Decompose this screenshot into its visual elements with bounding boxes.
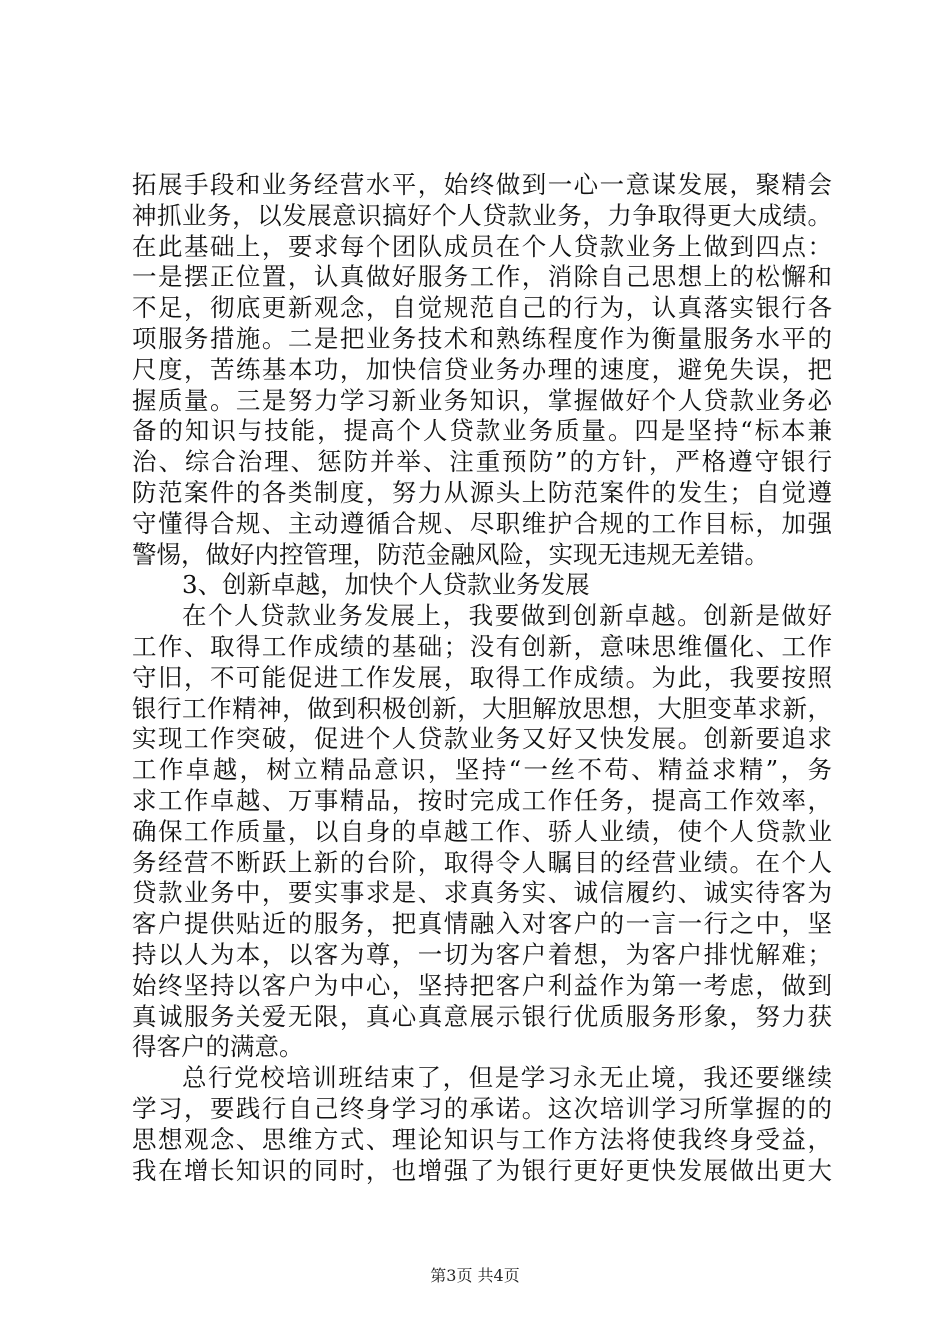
- text-line: 拓展手段和业务经营水平，始终做到一心一意谋发展，聚精会: [132, 170, 832, 199]
- text-line: 真诚服务关爱无限，真心真意展示银行优质服务形象，努力获: [132, 1001, 832, 1031]
- text-line: 在个人贷款业务发展上，我要做到创新卓越。创新是做好: [182, 601, 832, 631]
- text-line: 神抓业务，以发展意识搞好个人贷款业务，力争取得更大成绩。: [132, 200, 832, 230]
- text-line: 学习，要践行自己终身学习的承诺。这次培训学习所掌握的的: [132, 1093, 832, 1123]
- text-line: 我在增长知识的同时，也增强了为银行更好更快发展做出更大: [132, 1155, 832, 1185]
- text-line: 守旧，不可能促进工作发展，取得工作成绩。为此，我要按照: [132, 662, 832, 692]
- text-line: 在此基础上，要求每个团队成员在个人贷款业务上做到四点：: [132, 231, 832, 261]
- text-line: 得客户的满意。: [132, 1032, 304, 1062]
- page-number-label: 第3页 共4页: [430, 1266, 520, 1285]
- text-line: 总行党校培训班结束了，但是学习永无止境，我还要继续: [182, 1063, 832, 1093]
- text-line: 银行工作精神，做到积极创新，大胆解放思想，大胆变革求新，: [132, 693, 832, 723]
- text-line: 工作卓越，树立精品意识，坚持“一丝不苟、精益求精”，务: [132, 755, 832, 785]
- text-line: 尺度，苦练基本功，加快信贷业务办理的速度，避免失误，把: [132, 354, 832, 384]
- text-line: 防范案件的各类制度，努力从源头上防范案件的发生；自觉遵: [132, 477, 832, 507]
- document-body: [132, 170, 832, 1186]
- text-line: 项服务措施。二是把业务技术和熟练程度作为衡量服务水平的: [132, 323, 832, 353]
- text-line: 一是摆正位置，认真做好服务工作，消除自己思想上的松懈和: [132, 262, 832, 292]
- text-line: 备的知识与技能，提高个人贷款业务质量。四是坚持“标本兼: [132, 416, 832, 446]
- text-line: 客户提供贴近的服务，把真情融入对客户的一言一行之中，坚: [132, 909, 832, 939]
- text-line: 治、综合治理、惩防并举、注重预防”的方针，严格遵守银行: [132, 447, 832, 477]
- text-line: 持以人为本，以客为尊，一切为客户着想，为客户排忧解难；: [132, 939, 832, 969]
- text-line: 不足，彻底更新观念，自觉规范自己的行为，认真落实银行各: [132, 293, 832, 323]
- text-line: 始终坚持以客户为中心，坚持把客户利益作为第一考虑，做到: [132, 970, 832, 1000]
- text-line: 工作、取得工作成绩的基础；没有创新，意味思维僵化、工作: [132, 631, 832, 661]
- text-line: 确保工作质量，以自身的卓越工作、骄人业绩，使个人贷款业: [132, 816, 832, 846]
- text-line: 警惕，做好内控管理，防范金融风险，实现无违规无差错。: [132, 539, 769, 569]
- text-line: 握质量。三是努力学习新业务知识，掌握做好个人贷款业务必: [132, 385, 832, 415]
- page-footer: [0, 1266, 950, 1286]
- text-line: 守懂得合规、主动遵循合规、尽职维护合规的工作目标，加强: [132, 508, 832, 538]
- text-line: 贷款业务中，要实事求是、求真务实、诚信履约、诚实待客为: [132, 878, 832, 908]
- text-line: 思想观念、思维方式、理论知识与工作方法将使我终身受益，: [132, 1124, 832, 1154]
- text-line: 求工作卓越、万事精品，按时完成工作任务，提高工作效率，: [132, 785, 832, 815]
- text-line: 3、创新卓越，加快个人贷款业务发展: [182, 570, 590, 600]
- text-line: 务经营不断跃上新的台阶，取得令人瞩目的经营业绩。在个人: [132, 847, 832, 877]
- text-line: 实现工作突破，促进个人贷款业务又好又快发展。创新要追求: [132, 724, 832, 754]
